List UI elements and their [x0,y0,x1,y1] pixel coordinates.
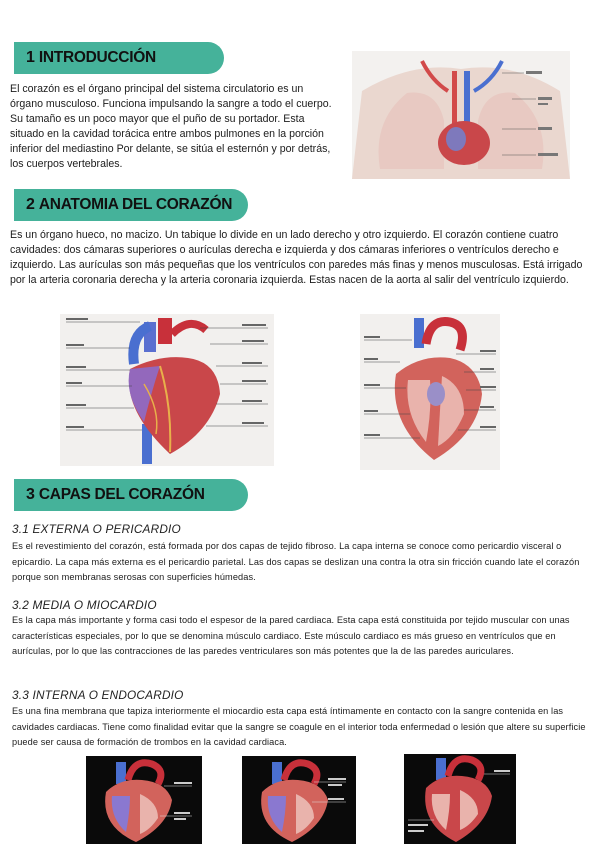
section-title: CAPAS DEL CORAZÓN [38,486,205,503]
heart-external-illustration [60,314,274,466]
heart-layer-3 [404,754,516,844]
section-banner-3 [14,479,248,511]
section-number: 3 [26,486,35,503]
section-title: ANATOMIA DEL CORAZÓN [38,196,233,213]
layer-heading: 3.1 EXTERNA O PERICARDIO [12,522,181,536]
layer-heading: 3.3 INTERNA O ENDOCARDIO [12,688,184,702]
section-number: 2 [26,196,35,213]
section-banner-1 [14,42,224,74]
heart-section-illustration [360,314,500,470]
section-title: INTRODUCCIÓN [38,49,156,66]
section-banner-2 [14,189,248,221]
chest-illustration [352,51,570,179]
layer-paragraph: Es el revestimiento del corazón, está formada por dos capas de tejido fibroso. La capa interna se conoce como pericardio visceral o epicardio. La capa más externa es el pericardio parietal. Las dos capas se deslizan una contra la otra sin fricción cuando late el corazón porque son membranas serosas con superficies húmedas. [12,541,580,582]
heart-layer-1 [86,756,202,844]
section-number: 1 [26,49,35,66]
layer-paragraph: Es la capa más importante y forma casi todo el espesor de la pared cardiaca. Esta capa está constituida por tejido muscular con unas características especiales, por lo que se denomina músculo cardiaco. Este músculo cardiaco es más grueso en ventrículos que en aurículas, por lo que las contracciones de las paredes ventriculares son más potentes que la de las paredes auriculares. [12,615,570,656]
intro-paragraph: El corazón es el órgano principal del sistema circulatorio es un órgano musculoso. Funciona impulsando la sangre a todo el cuerpo. Su tamaño es un poco mayor que el puño de su portador. Esta situado en la cavidad torácica entre ambos pulmones en la porción inferior del mediastino Por delante, se sitúa el esternón y por detrás, los cuerpos vertebrales. [10,83,332,170]
layer-heading: 3.2 MEDIA O MIOCARDIO [12,598,157,612]
anatomy-paragraph: Es un órgano hueco, no macizo. Un tabique lo divide en un lado derecho y otro izquierdo. El corazón contiene cuatro cavidades: dos cámaras superiores o aurículas derecha e izquierda y dos cámaras inferiores o ventrículos derecho e izquierdo. Las aurículas son más pequeñas que los ventrículos con paredes más finas y menos musculosas. Está irrigado por la arteria coronaria derecha y la arteria coronaria izquierda. Estas nacen de la aorta al salir del ventrículo izquierdo. [10,229,583,286]
heart-layer-2 [242,756,356,844]
layer-paragraph: Es una fina membrana que tapiza interiormente el miocardio esta capa está íntimamente en contacto con la sangre contenida en las cavidades cardiacas. Tiene como finalidad evitar que la sangre se coagule en el interior toda enfermedad o lesión que altere su superficie puede ser causa de formación de trombos en la cavidad cardiaca. [12,706,586,747]
